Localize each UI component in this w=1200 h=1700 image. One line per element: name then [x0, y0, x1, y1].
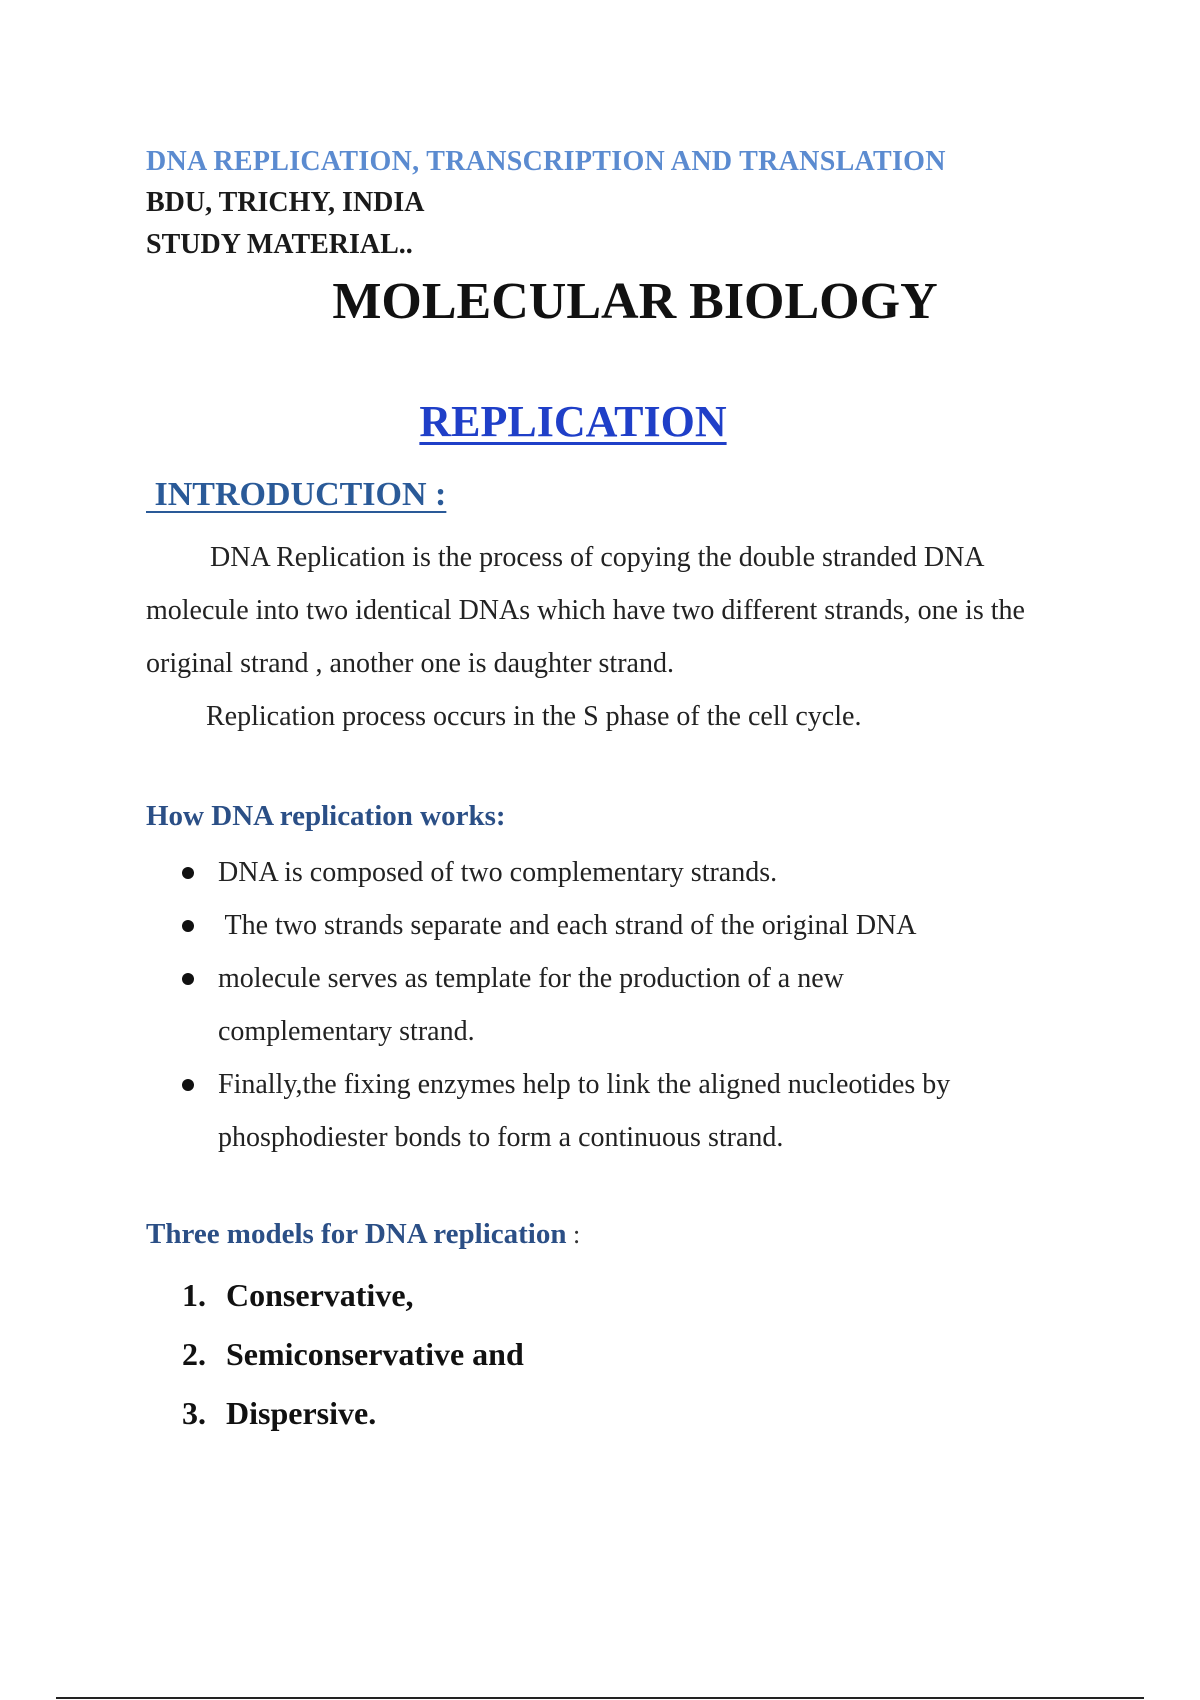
- list-item-text: The two strands separate and each strand of the original DNA: [218, 910, 917, 941]
- list-item: [182, 1266, 524, 1325]
- list-item: [182, 846, 1082, 899]
- list-number: 2.: [182, 1336, 206, 1372]
- list-item: [182, 1384, 524, 1443]
- bullet-icon: [182, 867, 194, 879]
- main-title: MOLECULAR BIOLOGY: [332, 273, 938, 330]
- models-heading-colon: :: [566, 1220, 581, 1249]
- models-list: [182, 1266, 524, 1443]
- how-it-works-heading: How DNA replication works:: [146, 800, 506, 832]
- bullet-icon: [182, 1079, 194, 1091]
- bullet-icon: [182, 920, 194, 932]
- introduction-paragraph-2: Replication process occurs in the S phase of the cell cycle.: [206, 701, 862, 732]
- list-item: [182, 952, 908, 1058]
- list-item: [182, 1325, 524, 1384]
- list-item-text: DNA is composed of two complementary strands.: [218, 857, 778, 888]
- list-item-text: Semiconservative and: [226, 1336, 524, 1372]
- material-line: STUDY MATERIAL..: [146, 229, 413, 260]
- bullet-icon: [182, 973, 194, 985]
- how-it-works-list: [182, 846, 1082, 1164]
- introduction-paragraph: DNA Replication is the process of copying the double stranded DNA molecule into two identical DNAs which have two different strands, one is the original strand , another one is daughter strand.: [146, 542, 1025, 679]
- footer-divider: [56, 1697, 1144, 1699]
- list-item-text: molecule serves as template for the production of a new complementary strand.: [218, 963, 844, 1047]
- list-number: 3.: [182, 1395, 206, 1431]
- list-item-text: Finally,the fixing enzymes help to link the aligned nucleotides by phosphodiester bonds to form a continuous strand.: [218, 1069, 951, 1153]
- list-item-text: Conservative,: [226, 1277, 414, 1313]
- models-heading-text: Three models for DNA replication: [146, 1218, 567, 1250]
- list-item: [182, 1058, 1078, 1164]
- list-item-text: Dispersive.: [226, 1395, 377, 1431]
- institution-line: BDU, TRICHY, INDIA: [146, 187, 425, 218]
- models-heading: [146, 1218, 580, 1251]
- section-title: REPLICATION: [419, 397, 727, 446]
- document-header-title: DNA REPLICATION, TRANSCRIPTION AND TRANSLATION: [146, 146, 946, 177]
- list-item: [182, 899, 1082, 952]
- introduction-heading: INTRODUCTION :: [146, 476, 447, 513]
- list-number: 1.: [182, 1277, 206, 1313]
